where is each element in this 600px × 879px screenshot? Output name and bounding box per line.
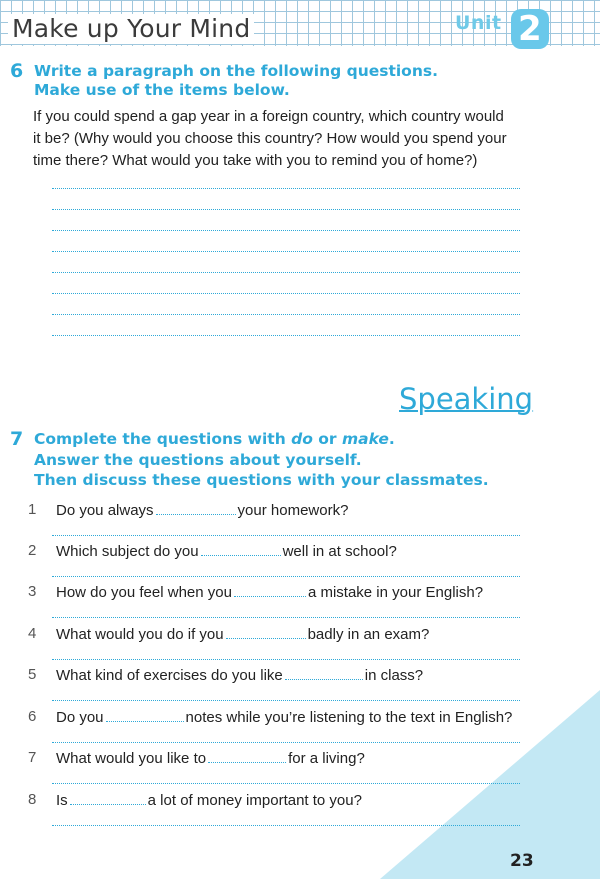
question-text: What would you do if you [56,626,224,643]
question-text: badly in an exam? [307,626,430,643]
answer-line[interactable] [52,617,520,618]
exercise-7-instruction-line2: Answer the questions about yourself. [34,451,362,469]
section-title-speaking: Speaking [399,382,534,416]
answer-line[interactable] [52,659,520,660]
exercise-6-number: 6 [10,60,24,82]
question-text: in class? [364,667,424,684]
answer-blank[interactable] [208,748,286,763]
answer-line[interactable] [52,535,520,536]
writing-line[interactable] [52,251,520,252]
answer-line[interactable] [52,700,520,701]
writing-line[interactable] [52,314,520,315]
question-text: What would you like to [56,750,207,767]
writing-line[interactable] [52,230,520,231]
answer-line[interactable] [52,576,520,577]
question-text: Which subject do you [56,543,199,560]
question-text: What kind of exercises do you like [56,667,283,684]
unit-badge [455,9,543,49]
question-number: 2 [28,542,37,559]
page-number: 23 [510,851,534,871]
answer-line[interactable] [52,825,520,826]
prompt-line: it be? (Why would you choose this country? How would you spend your [33,130,507,147]
question-text: Is [56,792,68,809]
keyword-make: make [341,430,389,448]
question-text: for a living? [288,750,365,767]
exercise-6-instruction-line2: Make use of the items below. [34,81,290,99]
exercise-6-instruction-line1: Write a paragraph on the following questions. [34,62,438,80]
writing-line[interactable] [52,209,520,210]
answer-blank[interactable] [70,790,146,805]
question-number: 8 [28,791,37,808]
question-number: 4 [28,625,37,642]
question-text: well in at school? [282,543,397,560]
exercise-7-instruction-line1: Complete the questions with do or make. [34,430,395,448]
answer-blank[interactable] [226,624,306,639]
answer-blank[interactable] [234,582,306,597]
answer-line[interactable] [52,742,520,743]
answer-blank[interactable] [156,500,236,515]
question-number: 3 [28,583,37,600]
answer-blank[interactable] [201,541,281,556]
question-text: Do you always [56,502,154,519]
writing-line[interactable] [52,272,520,273]
writing-line[interactable] [52,335,520,336]
question-text: a lot of money important to you? [147,792,362,809]
keyword-do: do [291,430,313,448]
exercise-7-number: 7 [10,428,24,450]
question-text: notes while you’re listening to the text in English? [185,709,513,726]
exercise-7-instruction-line3: Then discuss these questions with your classmates. [34,471,489,489]
writing-line[interactable] [52,188,520,189]
page-title: Make up Your Mind [8,14,254,44]
writing-line[interactable] [52,293,520,294]
unit-number: 2 [511,9,549,49]
question-text: your homework? [237,502,349,519]
answer-line[interactable] [52,783,520,784]
question-number: 7 [28,749,37,766]
question-text: How do you feel when you [56,584,232,601]
question-number: 1 [28,501,37,518]
prompt-line: If you could spend a gap year in a foreign country, which country would [33,108,504,125]
question-number: 5 [28,666,37,683]
question-text: Do you [56,709,104,726]
instruction-text: or [312,430,342,448]
answer-blank[interactable] [106,707,184,722]
prompt-line: time there? What would you take with you to remind you of home?) [33,152,478,169]
exercise-6-prompt [33,106,523,172]
answer-blank[interactable] [285,665,363,680]
instruction-text: Complete the questions with [34,430,292,448]
question-number: 6 [28,708,37,725]
question-text: a mistake in your English? [307,584,484,601]
unit-label: Unit [455,12,502,34]
